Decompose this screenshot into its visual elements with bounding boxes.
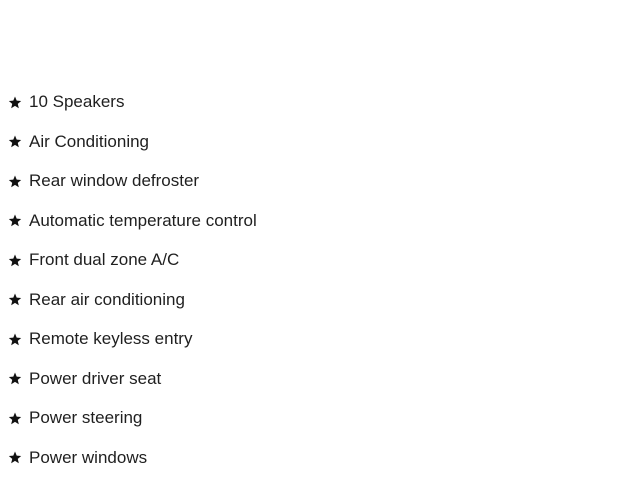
feature-list-item [8,92,257,112]
feature-label: 10 Speakers [29,92,125,111]
feature-list-item [8,448,257,468]
feature-list-item [8,211,257,231]
feature-label: Power windows [29,447,148,467]
feature-list-item [8,132,257,152]
feature-label: Rear air conditioning [29,289,185,309]
feature-label: Remote keyless entry [29,329,193,348]
feature-label: Front dual zone A/C [29,250,180,269]
feature-label: Rear window defroster [29,171,200,190]
star-bullet-icon [8,134,22,150]
star-bullet-icon [8,213,22,229]
star-bullet-icon [8,410,22,426]
feature-label: Automatic temperature control [29,210,257,230]
star-bullet-icon [8,292,22,308]
star-bullet-icon [8,450,22,466]
star-bullet-icon [8,331,22,347]
feature-list-item [8,171,257,191]
star-bullet-icon [8,371,22,387]
feature-list-item [8,329,257,349]
star-bullet-icon [8,94,22,110]
star-bullet-icon [8,252,22,268]
star-bullet-icon [8,173,22,189]
feature-label: Power driver seat [29,368,162,388]
feature-list-item [8,408,257,428]
feature-list-item [8,250,257,270]
feature-list-item [8,369,257,389]
feature-label: Power steering [29,408,143,427]
vehicle-features-list [8,92,257,468]
feature-label: Air Conditioning [29,131,150,151]
feature-list-item [8,290,257,310]
